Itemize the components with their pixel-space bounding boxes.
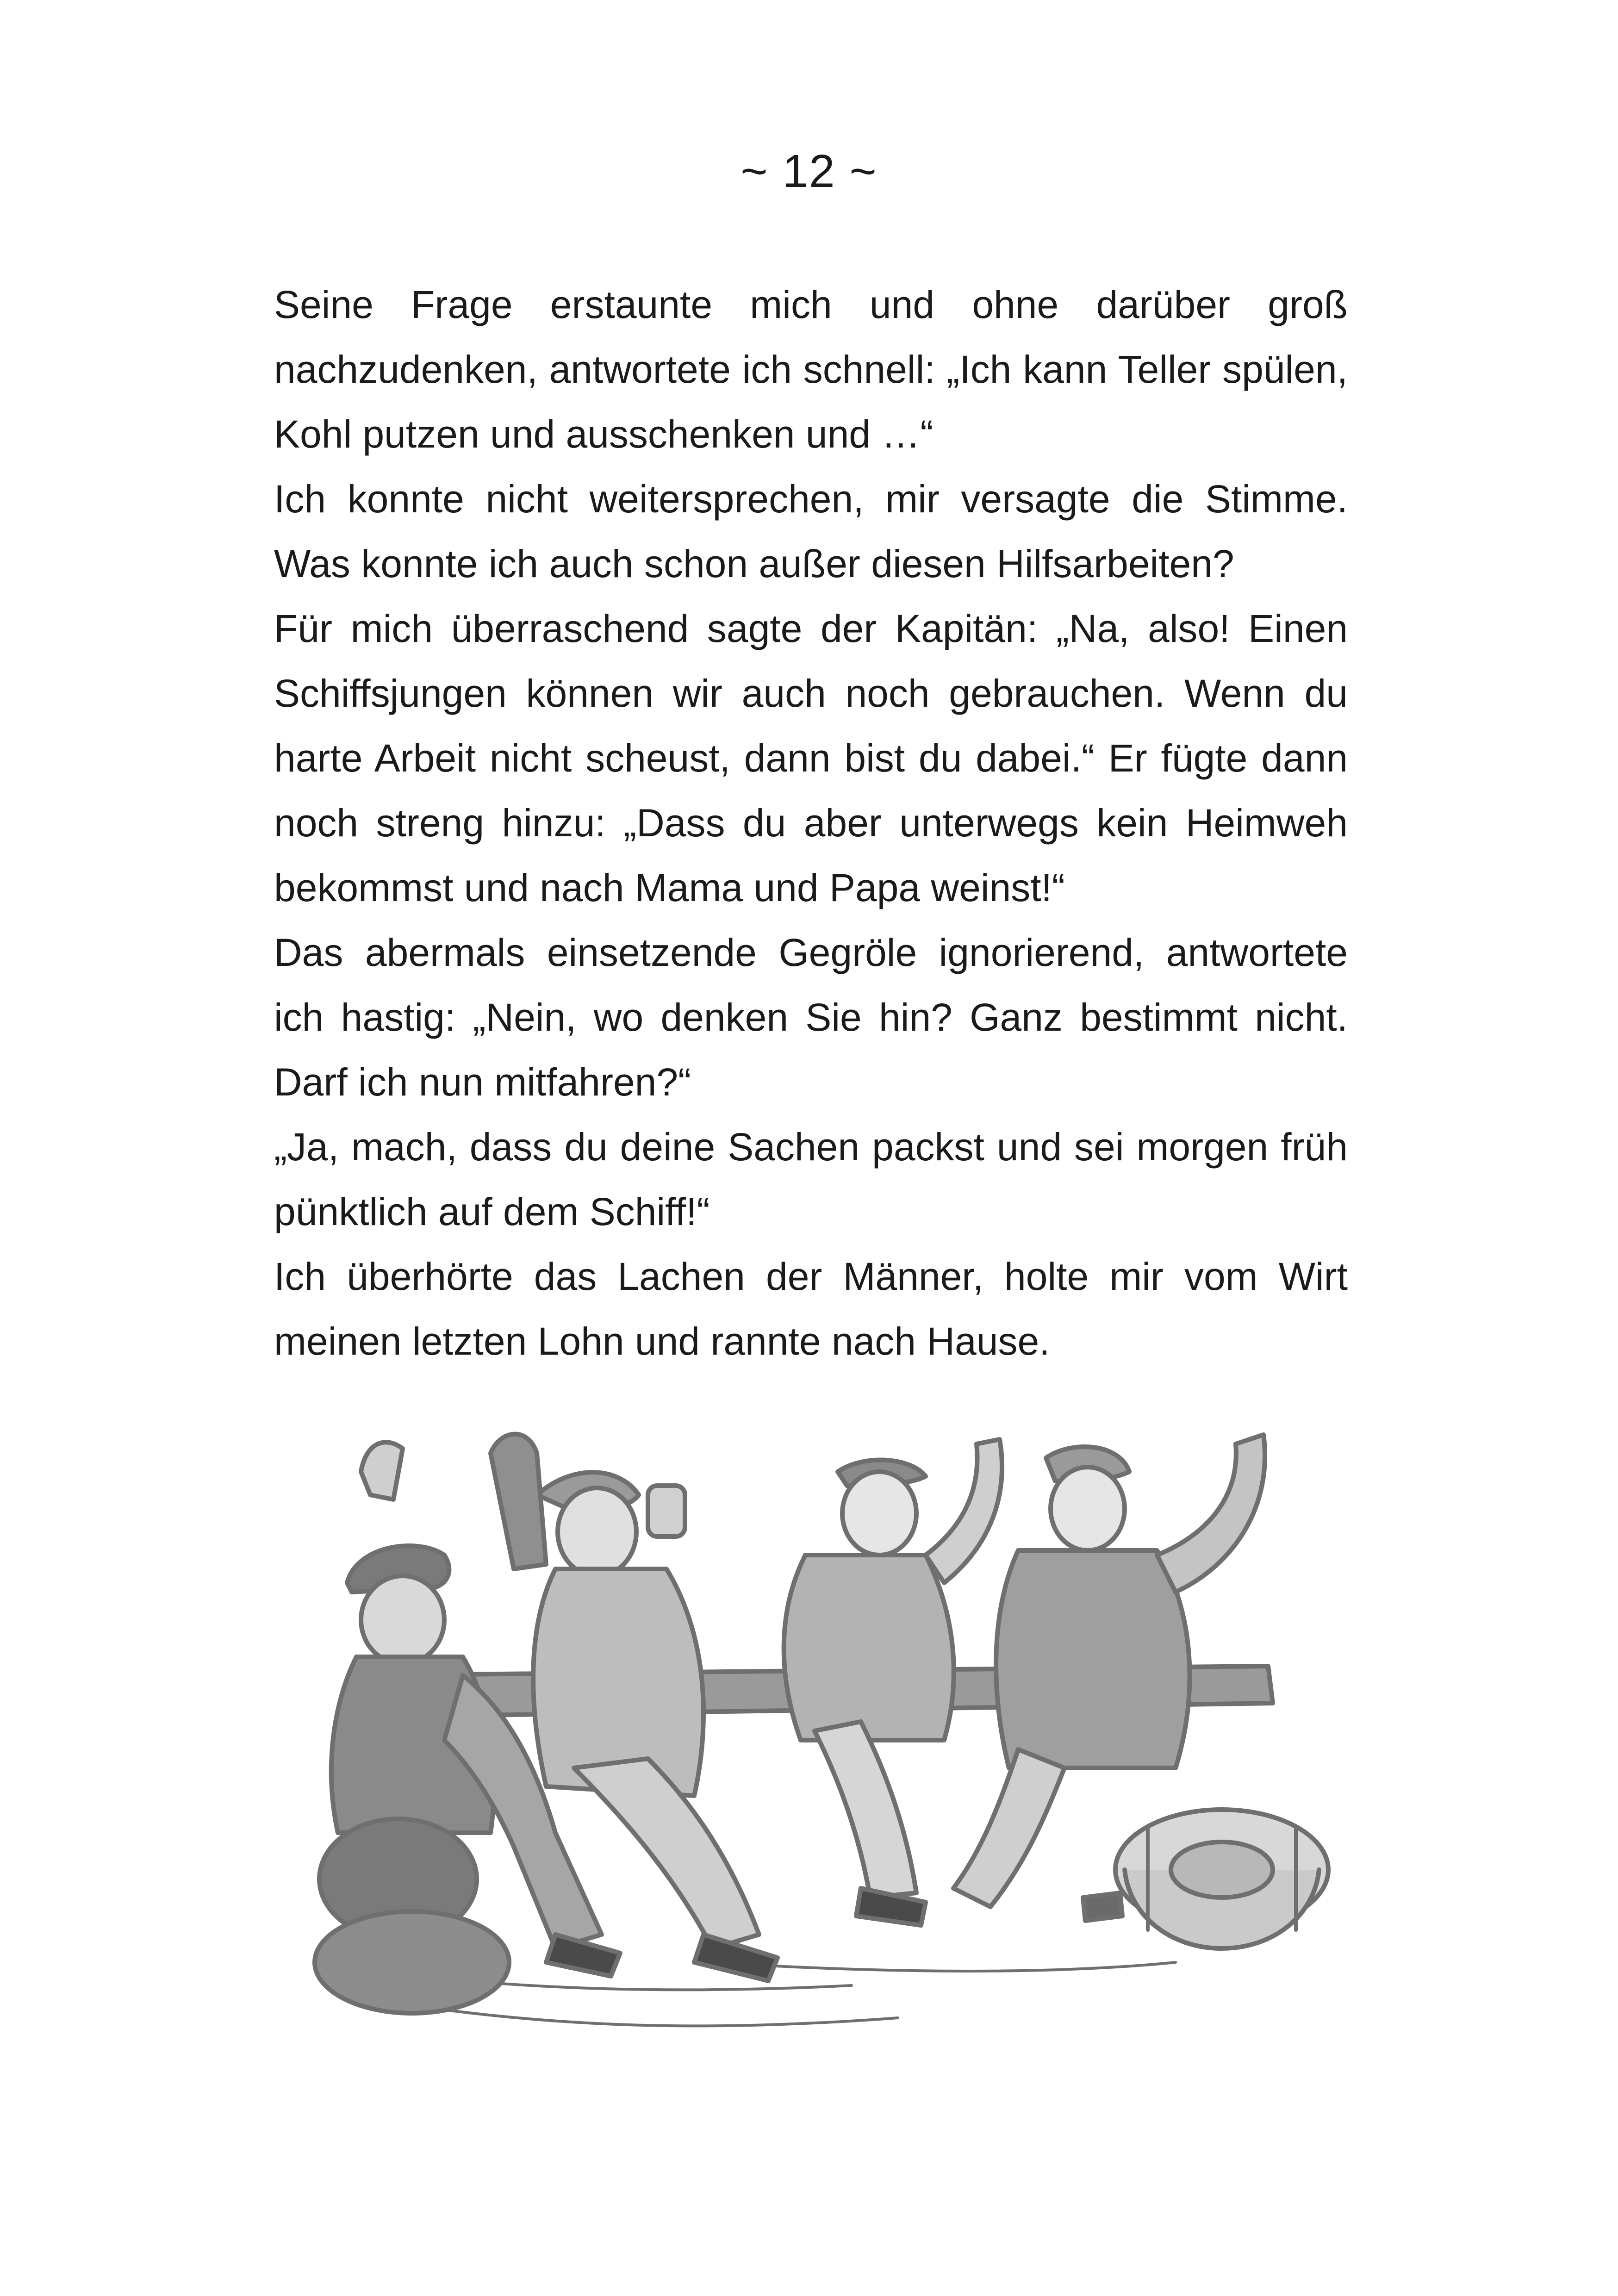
paragraph: Seine Frage erstaunte mich und ohne darüber groß nachzudenken, antwortete ich schnell: „Ich kann Teller spülen, Kohl putzen und ausschenken und …“ — [274, 283, 1348, 456]
body-text — [274, 272, 1348, 1374]
tavern-sailors-illustration — [296, 1416, 1356, 2046]
paragraph: Für mich überraschend sagte der Kapitän: „Na, also! Einen Schiffsjungen können wir auch noch gebrauchen. Wenn du harte Arbeit nicht scheust, dann bist du dabei.“ Er fügte dann noch streng hinzu: „Dass du aber unterwegs kein Heimweh bekommst und nach Mama und Papa weinst!“ — [274, 607, 1348, 909]
paragraph: Das abermals einsetzende Gegröle ignorierend, antwortete ich hastig: „Nein, wo denken Sie hin? Ganz bestimmt nicht. Darf ich nun mitfahren?“ — [274, 931, 1348, 1104]
paragraph: Ich konnte nicht weitersprechen, mir versagte die Stimme. Was konnte ich auch schon außer diesen Hilfsarbeiten? — [274, 477, 1348, 585]
paragraph: „Ja, mach, dass du deine Sachen packst und sei morgen früh pünktlich auf dem Schiff!“ — [274, 1125, 1348, 1233]
page-number: ~ 12 ~ — [741, 145, 877, 197]
engraving-image — [296, 1416, 1356, 2046]
paragraph: Ich überhörte das Lachen der Männer, holte mir vom Wirt meinen letzten Lohn und rannte nach Hause. — [274, 1255, 1348, 1363]
